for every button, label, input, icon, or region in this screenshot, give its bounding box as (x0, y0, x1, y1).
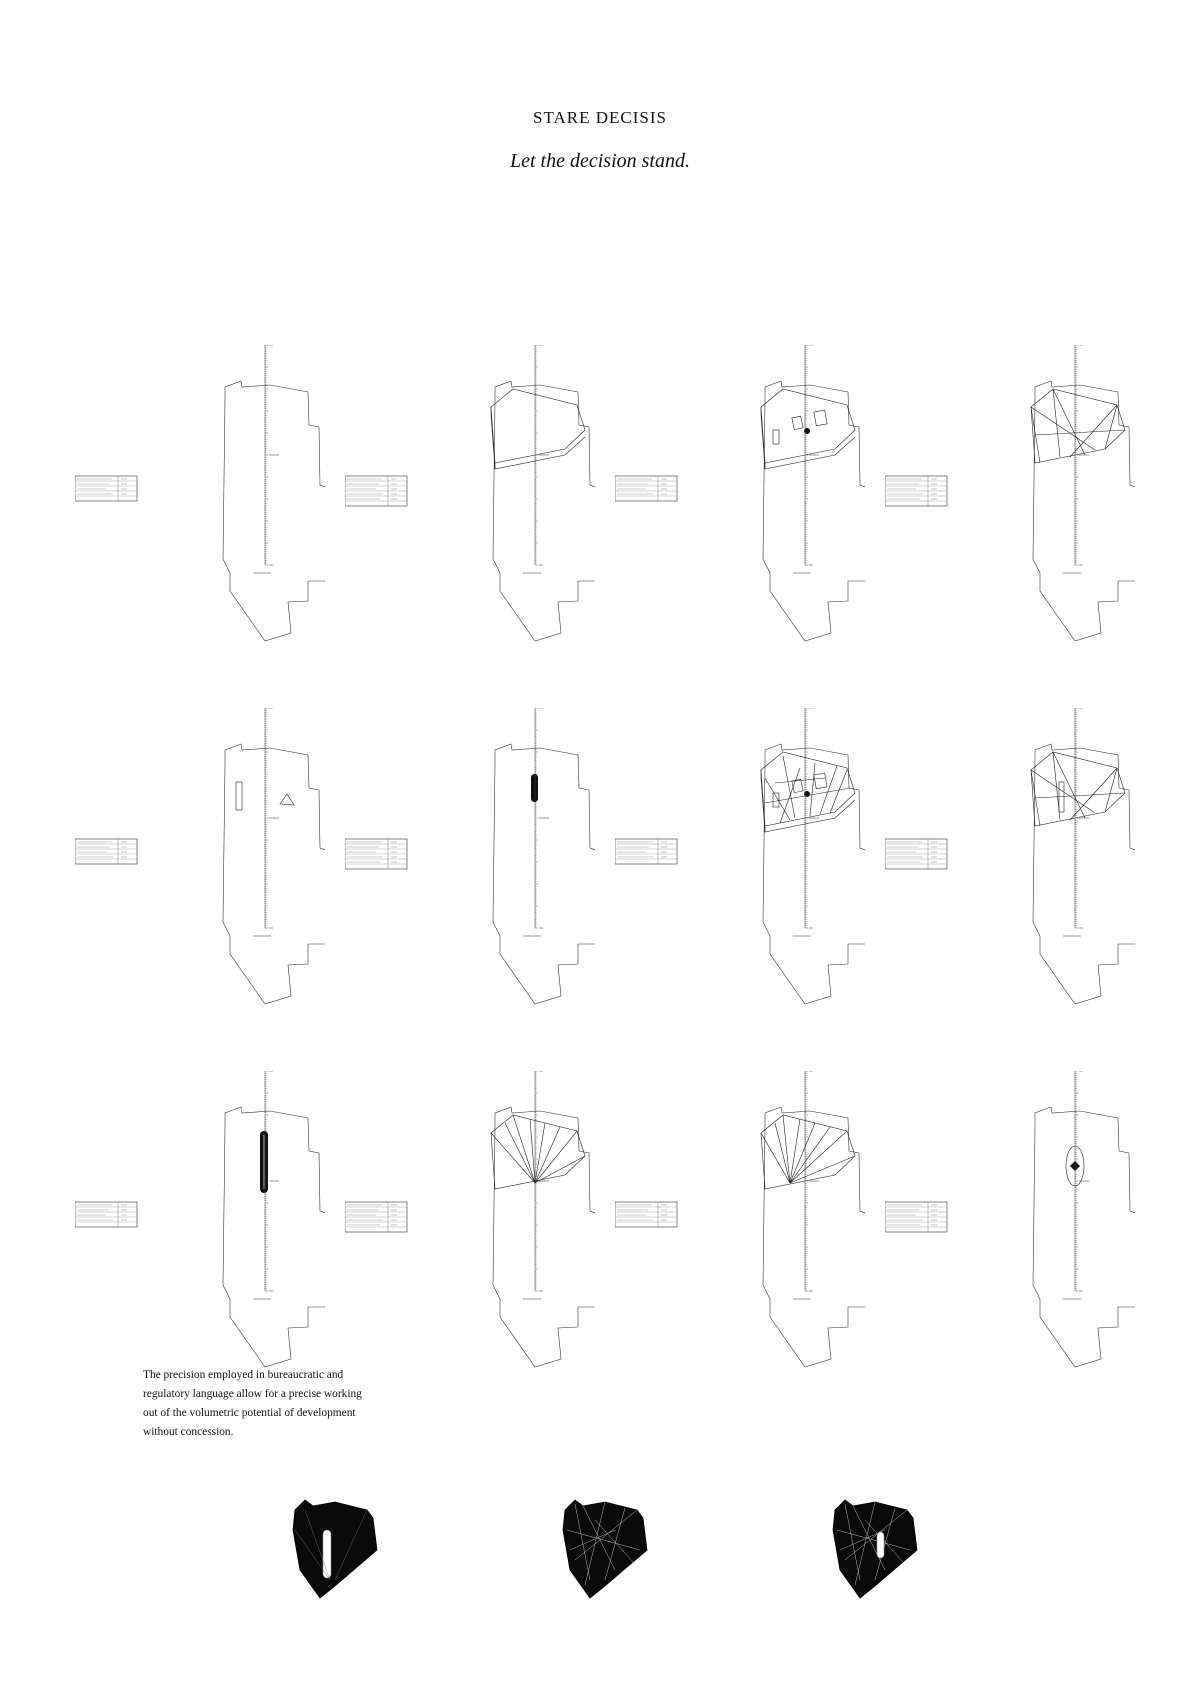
site-diagram (615, 345, 865, 665)
site-diagram (75, 1071, 325, 1391)
fan-line (491, 1133, 535, 1183)
diagram-drawing (885, 708, 1135, 1028)
fan-line (535, 1131, 577, 1183)
diagram-drawing (615, 1071, 865, 1391)
solid-mass (833, 1500, 917, 1598)
tower (236, 782, 242, 810)
site-diagram (75, 708, 325, 1028)
fan-line (535, 1156, 585, 1183)
room-block (814, 410, 827, 426)
site-outline (493, 381, 595, 641)
roof-slab (761, 752, 855, 826)
solid-models-row (0, 1490, 1200, 1630)
schedule-table (615, 1202, 677, 1227)
envelope-edge (1035, 793, 1125, 798)
solid-model (833, 1500, 917, 1598)
site-outline (763, 744, 865, 1004)
solid-mass (293, 1500, 377, 1598)
roof-slab (761, 389, 855, 463)
fan-line (775, 1123, 790, 1183)
schedule-table (885, 839, 947, 869)
void-pillar (877, 1532, 884, 1558)
solid-model (293, 1500, 377, 1598)
schedule-table (615, 476, 677, 501)
schedule-table (75, 1202, 137, 1227)
envelope-edge (1031, 770, 1095, 813)
roof-slab (491, 389, 585, 463)
room-block (814, 773, 827, 789)
site-outline (223, 381, 325, 641)
envelope-roof (1031, 389, 1125, 463)
schedule-table (615, 839, 677, 864)
schedule-table (75, 839, 137, 864)
explanatory-note: The precision employed in bureaucratic and regulatory language allow for a precise working out of the volumetric potential of development without concession. (143, 1369, 362, 1438)
pyramid (280, 794, 294, 805)
solid-model (563, 1500, 647, 1598)
diagram-drawing (615, 345, 865, 665)
void-pillar (323, 1530, 331, 1578)
room-block (792, 416, 803, 430)
site-diagram (345, 708, 595, 1028)
volume-edge (810, 763, 815, 816)
site-outline (763, 1107, 865, 1367)
fan-line (790, 1119, 800, 1183)
envelope-roof (1031, 752, 1125, 826)
room-block (773, 430, 779, 444)
diagram-drawing (885, 1071, 1135, 1391)
envelope-edge (1053, 752, 1085, 818)
fan-line (505, 1123, 535, 1183)
diagram-drawing (615, 708, 865, 1028)
capsule-tower (531, 774, 538, 802)
site-outline (223, 744, 325, 1004)
site-outline (493, 1107, 595, 1367)
diagram-drawing (885, 345, 1135, 665)
page-subtitle: Let the decision stand. (510, 150, 690, 172)
site-diagram (345, 1071, 595, 1391)
schedule-table (345, 476, 407, 506)
site-outline (223, 1107, 325, 1367)
fan-roof (491, 1115, 585, 1189)
fan-line (530, 1119, 535, 1183)
fan-line (513, 1115, 535, 1183)
site-diagram (615, 1071, 865, 1391)
volume-edge (765, 788, 850, 803)
site-outline (1033, 1107, 1135, 1367)
volume-edge (775, 778, 825, 783)
fan-line (535, 1127, 560, 1183)
envelope-edge (1053, 389, 1060, 457)
fan-line (790, 1131, 847, 1183)
diagram-drawing (345, 708, 595, 1028)
site-diagram (615, 708, 865, 1028)
site-diagram (885, 345, 1135, 665)
site-diagram (885, 1071, 1135, 1391)
envelope-edge (1035, 430, 1125, 435)
site-diagram (75, 345, 325, 665)
page-title: STARE DECISIS (533, 108, 667, 127)
fan-line (535, 1123, 545, 1183)
schedule-table (345, 1202, 407, 1232)
diagram-drawing (345, 345, 595, 665)
fan-roof (761, 1115, 855, 1189)
volume-edge (830, 770, 847, 813)
site-diagram (345, 345, 595, 665)
tower (1059, 782, 1064, 812)
schedule-table (885, 1202, 947, 1232)
solid-mass (563, 1500, 647, 1598)
site-outline (1033, 381, 1135, 641)
capsule-highlight (263, 1135, 265, 1189)
site-outline (493, 744, 595, 1004)
diagram-drawing (345, 1071, 595, 1391)
schedule-table (885, 476, 947, 506)
diagram-drawing (75, 345, 325, 665)
diagram-drawing (75, 1071, 325, 1391)
diagram-drawing (75, 708, 325, 1028)
volume-edge (780, 768, 800, 823)
envelope-edge (1031, 407, 1095, 450)
site-diagram (885, 708, 1135, 1028)
schedule-table (75, 476, 137, 501)
schedule-table (345, 839, 407, 869)
site-outline (1033, 744, 1135, 1004)
envelope-edge (1053, 389, 1085, 455)
site-outline (763, 381, 865, 641)
